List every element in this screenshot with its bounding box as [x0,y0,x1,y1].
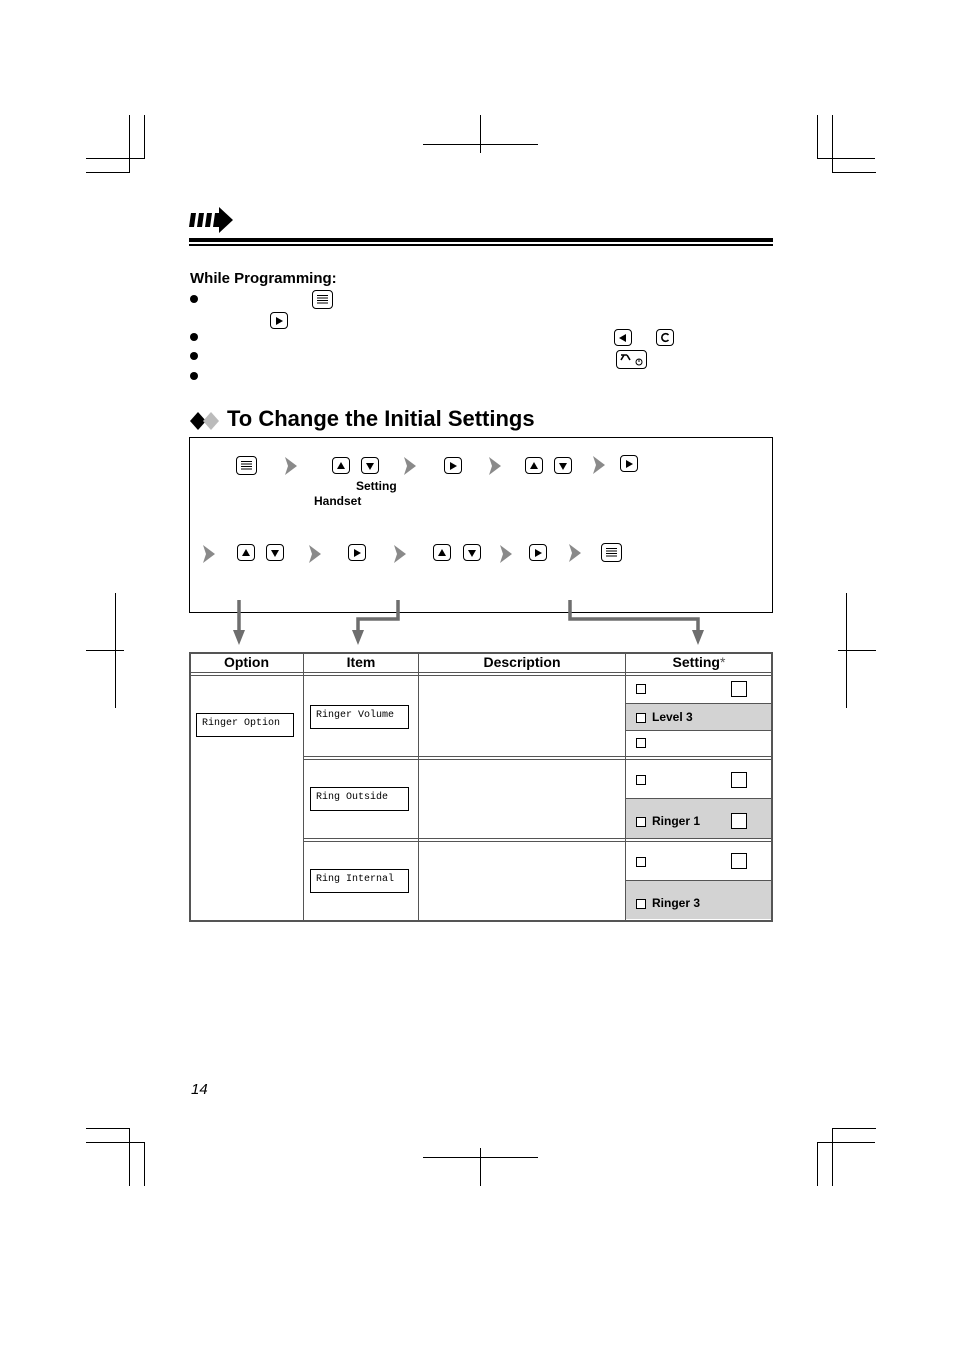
setting-label: Level 3 [652,710,693,724]
square-box-icon [731,772,747,788]
column-divider [418,652,419,922]
item-display: Ring Internal [310,869,409,893]
header-setting [626,654,772,670]
column-divider [303,652,304,922]
option-display: Ringer Option [196,713,294,737]
header-option: Option [223,654,270,670]
checkbox-icon [636,684,646,694]
header-setting-mark: * [720,654,726,670]
header-description: Description [483,654,561,670]
row-divider [303,841,772,842]
connector-arrows [0,0,954,660]
checkbox-icon [636,817,646,827]
square-box-icon [731,853,747,869]
item-display: Ringer Volume [310,705,409,729]
header-item: Item [346,654,376,670]
while-programming-heading: While Programming: [190,270,337,287]
row-divider [303,756,772,757]
setting-option [636,710,693,724]
checkbox-icon [636,738,646,748]
checkbox-icon [636,857,646,867]
square-box-icon [731,681,747,697]
checkbox-icon [636,713,646,723]
item-display: Ring Outside [310,787,409,811]
setting-option [636,814,700,828]
table-header-divider [189,672,773,673]
checkbox-icon [636,899,646,909]
header-setting-label: Setting [672,654,720,670]
setting-label: Ringer 1 [652,814,701,828]
setting-label: Ringer 3 [652,896,701,910]
setting-label: Setting [356,479,397,493]
row-divider [303,838,772,839]
square-box-icon [731,813,747,829]
page-title: To Change the Initial Settings [227,406,535,431]
table-header-divider [189,675,773,676]
page-number: 14 [191,1081,208,1098]
setting-option [636,896,700,910]
handset-label: Handset [314,494,362,508]
setting-subrow-divider [626,730,772,731]
checkbox-icon [636,775,646,785]
row-divider [303,759,772,760]
